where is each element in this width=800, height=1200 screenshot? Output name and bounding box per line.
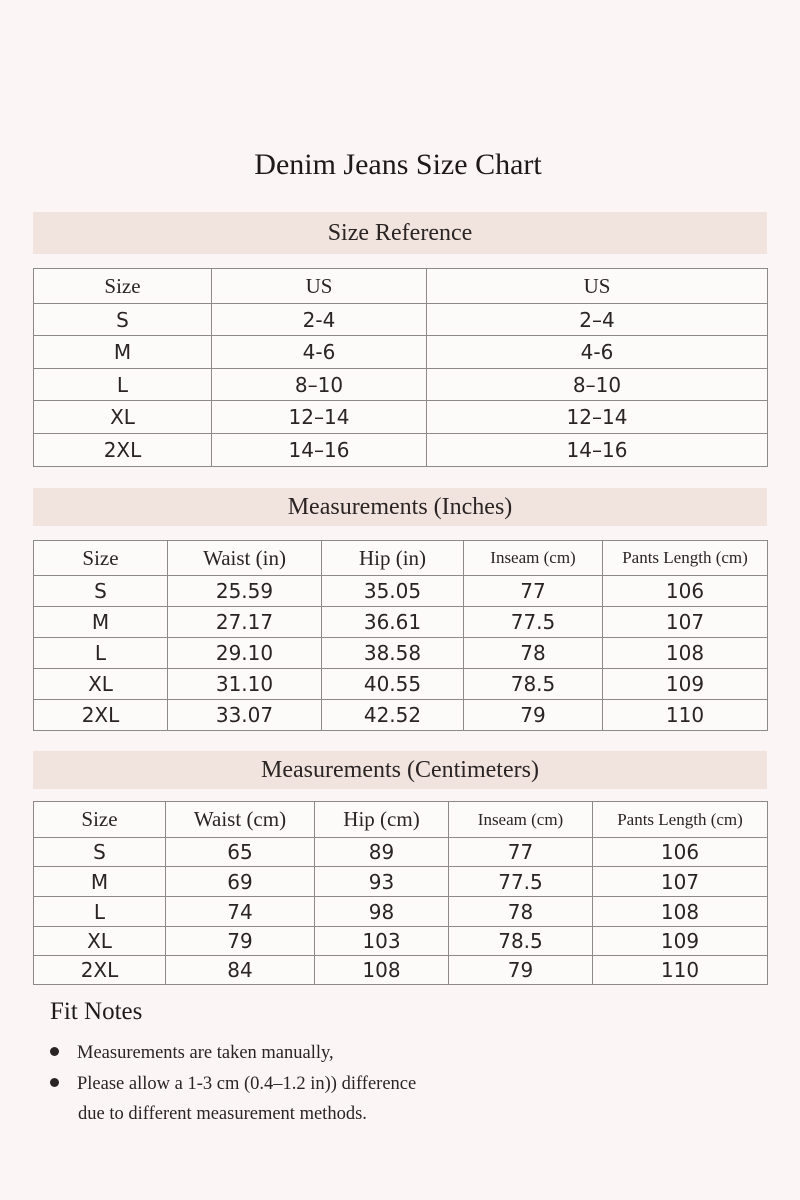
table-cell: 29.10 [168, 638, 322, 669]
column-header: US [212, 269, 427, 304]
inches-heading: Measurements (Inches) [33, 488, 767, 526]
table-cell: 79 [449, 956, 593, 985]
column-header: Size [34, 802, 166, 838]
fit-note-text: Measurements are taken manually, [77, 1043, 334, 1063]
bullet-icon [50, 1078, 59, 1087]
table-cell: 89 [315, 838, 449, 867]
table-cell: 36.61 [322, 607, 464, 638]
column-header: Inseam (cm) [464, 541, 603, 576]
size-reference-heading: Size Reference [33, 212, 767, 254]
table-cell: 79 [464, 700, 603, 731]
column-header: Inseam (cm) [449, 802, 593, 838]
table-row [34, 369, 768, 401]
table-cell: 35.05 [322, 576, 464, 607]
table-header-row [34, 802, 768, 838]
table-cell: 2XL [34, 434, 212, 467]
table-row [34, 669, 768, 700]
table-cell: 78.5 [449, 927, 593, 956]
table-row [34, 304, 768, 336]
table-cell: 109 [593, 927, 768, 956]
table-cell: 84 [166, 956, 315, 985]
column-header: Hip (cm) [315, 802, 449, 838]
table-cell: 103 [315, 927, 449, 956]
table-cell: 4-6 [212, 336, 427, 369]
table-cell: L [34, 638, 168, 669]
table-cell: 110 [603, 700, 768, 731]
table-cell: XL [34, 401, 212, 434]
table-cell: 25.59 [168, 576, 322, 607]
table-cell: 12–14 [212, 401, 427, 434]
table-cell: S [34, 838, 166, 867]
bullet-icon [50, 1047, 59, 1056]
table-cell: XL [34, 927, 166, 956]
table-cell: 106 [603, 576, 768, 607]
table-cell: 8–10 [427, 369, 768, 401]
table-cell: 42.52 [322, 700, 464, 731]
table-row [34, 434, 768, 467]
column-header: Hip (in) [322, 541, 464, 576]
centimeters-table [33, 801, 768, 985]
table-cell: 31.10 [168, 669, 322, 700]
table-cell: 77.5 [464, 607, 603, 638]
column-header: Size [34, 269, 212, 304]
column-header: Size [34, 541, 168, 576]
table-row [34, 927, 768, 956]
table-cell: S [34, 304, 212, 336]
table-cell: 78 [449, 897, 593, 927]
table-cell: 8–10 [212, 369, 427, 401]
table-cell: 38.58 [322, 638, 464, 669]
table-cell: 40.55 [322, 669, 464, 700]
table-cell: 69 [166, 867, 315, 897]
table-cell: 2-4 [212, 304, 427, 336]
table-header-row [34, 269, 768, 304]
table-row [34, 401, 768, 434]
table-cell: 14–16 [212, 434, 427, 467]
table-cell: 2–4 [427, 304, 768, 336]
table-cell: 33.07 [168, 700, 322, 731]
table-cell: 98 [315, 897, 449, 927]
table-cell: 14–16 [427, 434, 768, 467]
table-cell: 106 [593, 838, 768, 867]
page-title: Denim Jeans Size Chart [254, 148, 542, 181]
fit-note-continuation: due to different measurement methods. [78, 1104, 367, 1124]
table-row [34, 576, 768, 607]
table-cell: 108 [315, 956, 449, 985]
table-cell: 74 [166, 897, 315, 927]
size-reference-table [33, 268, 768, 467]
centimeters-heading: Measurements (Centimeters) [33, 751, 767, 789]
table-cell: M [34, 607, 168, 638]
fit-note-item [50, 1043, 334, 1064]
table-cell: 107 [603, 607, 768, 638]
table-cell: 107 [593, 867, 768, 897]
table-cell: 109 [603, 669, 768, 700]
table-cell: 93 [315, 867, 449, 897]
table-row [34, 638, 768, 669]
inches-table [33, 540, 768, 731]
column-header: Pants Length (cm) [593, 802, 768, 838]
table-cell: 65 [166, 838, 315, 867]
column-header: US [427, 269, 768, 304]
table-cell: 4-6 [427, 336, 768, 369]
table-cell: XL [34, 669, 168, 700]
table-cell: 12–14 [427, 401, 768, 434]
column-header: Waist (in) [168, 541, 322, 576]
table-header-row [34, 541, 768, 576]
table-cell: 108 [603, 638, 768, 669]
table-cell: L [34, 897, 166, 927]
table-row [34, 897, 768, 927]
table-row [34, 956, 768, 985]
table-cell: 77.5 [449, 867, 593, 897]
table-cell: M [34, 867, 166, 897]
fit-note-text: Please allow a 1-3 cm (0.4–1.2 in)) difference [77, 1074, 417, 1094]
fit-notes-heading: Fit Notes [50, 998, 143, 1025]
table-cell: 2XL [34, 700, 168, 731]
table-row [34, 700, 768, 731]
column-header: Pants Length (cm) [603, 541, 768, 576]
table-cell: 108 [593, 897, 768, 927]
table-row [34, 607, 768, 638]
column-header: Waist (cm) [166, 802, 315, 838]
table-cell: 77 [449, 838, 593, 867]
table-cell: 77 [464, 576, 603, 607]
table-cell: 2XL [34, 956, 166, 985]
table-cell: 78 [464, 638, 603, 669]
table-row [34, 838, 768, 867]
table-row [34, 336, 768, 369]
table-row [34, 867, 768, 897]
table-cell: 78.5 [464, 669, 603, 700]
table-cell: L [34, 369, 212, 401]
fit-note-item [50, 1074, 416, 1095]
table-cell: 79 [166, 927, 315, 956]
table-cell: 27.17 [168, 607, 322, 638]
table-cell: M [34, 336, 212, 369]
table-cell: S [34, 576, 168, 607]
table-cell: 110 [593, 956, 768, 985]
